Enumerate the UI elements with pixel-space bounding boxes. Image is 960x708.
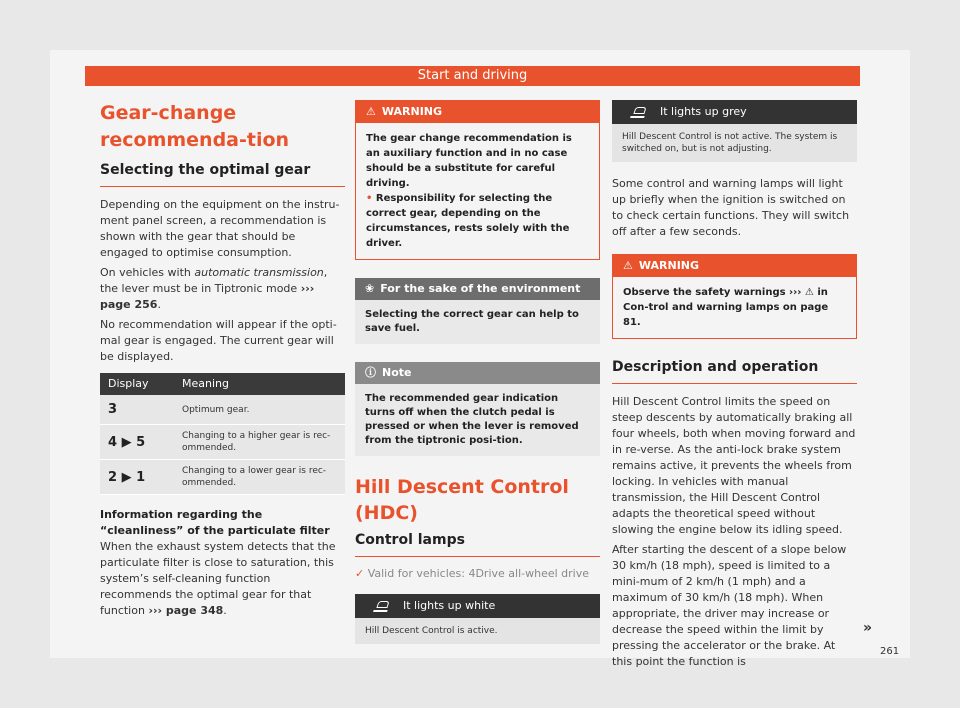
paragraph: After starting the descent of a slope below 30 km/h (18 mph), speed is limited to a mini-mum of 2 km/h (1 mph) and a maximum of 30 km/h (18 mph). When appropriate, the driver may increase or decrease the speed within the limit by pressing the accelerator or the brake. At this point the function is	[612, 543, 847, 668]
environment-box	[355, 278, 600, 344]
page-title: Gear-change recommenda-tion	[100, 102, 290, 151]
warning-body: Observe the safety warnings ››› ⚠ in Con-trol and warning lamps on page 81.	[613, 277, 856, 338]
gear-table	[100, 373, 345, 495]
warning-body	[356, 123, 599, 259]
warning-box	[355, 100, 600, 260]
hdc-title: Hill Descent Control (HDC)	[355, 476, 569, 524]
column-2	[355, 100, 600, 658]
lamp-grey-header	[612, 100, 857, 124]
warning-text: The gear change recommendation is an auxiliary function and in no case should be a substitute for careful driving.	[366, 133, 572, 189]
table-row	[100, 425, 345, 460]
paragraph: When the exhaust system detects that the particulate filter is close to saturation, this system’s self-cleaning function recommends the optimal gear for that function ››› page 348.	[100, 540, 336, 617]
warning-header	[356, 101, 599, 123]
page-link[interactable]: ››› page 256	[100, 282, 315, 311]
warning-bullet	[366, 191, 589, 251]
lamp-label: It lights up white	[403, 599, 496, 612]
lamp-label: It lights up grey	[660, 105, 747, 118]
page-number: 261	[880, 646, 900, 657]
section-header: Start and driving	[85, 66, 860, 86]
lamp-white-header	[355, 594, 600, 618]
hill-descent-icon	[630, 106, 648, 118]
environment-body: Selecting the correct gear can help to save fuel.	[365, 309, 579, 334]
warning-header	[613, 255, 856, 277]
desc-title: Description and operation	[612, 359, 819, 375]
warning-box	[612, 254, 857, 339]
info-icon: ⓘ	[365, 366, 376, 379]
validity-note: ✓ Valid for vehicles: 4Drive all-wheel drive	[355, 567, 589, 580]
paragraph: Hill Descent Control limits the speed on steep descents by automatically braking all four wheels, both when moving forward and in re-verse. As the anti-lock brake system remains active, it prevents the wheels from locking. In vehicles with manual transmission, the Hill Descent Control adapts the theoretical speed without slowing the engine below its idling speed.	[612, 395, 856, 536]
warning-label: WARNING	[381, 105, 443, 118]
gear-display: 3	[108, 402, 118, 417]
table-header	[100, 373, 345, 395]
environment-label: For the sake of the environment	[380, 282, 581, 295]
note-header	[355, 362, 600, 384]
paragraph: No recommendation will appear if the opti-mal gear is engaged. The current gear will be displayed.	[100, 318, 337, 363]
subtitle-wrap	[100, 160, 345, 187]
column-3	[612, 100, 857, 674]
note-body: The recommended gear indication turns off when the clutch pedal is pressed or when the lever is removed from the tiptronic posi-tion.	[365, 393, 579, 446]
warning-label: WARNING	[638, 259, 700, 272]
environment-header	[355, 278, 600, 300]
gear-meaning: Changing to a higher gear is rec-ommended.	[182, 431, 331, 453]
paragraph: Depending on the equipment on the instru-ment panel screen, a recommendation is shown with the gear that should be engaged to optimise consumption.	[100, 198, 340, 259]
hill-descent-icon	[373, 600, 391, 612]
validity-text: Valid for vehicles: 4Drive all-wheel drive	[367, 567, 589, 580]
header-display: Display	[108, 377, 149, 390]
note-box	[355, 362, 600, 456]
paragraph: Some control and warning lamps will light up briefly when the ignition is switched on to check certain functions. They will switch off after a few seconds.	[612, 177, 850, 238]
warning-icon: ⚠	[623, 259, 633, 272]
text: When the exhaust system detects that the particulate filter is close to saturation, this system’s self-cleaning function recommends the optimal gear for that function	[100, 540, 336, 617]
gear-meaning: Changing to a lower gear is rec-ommended.	[182, 466, 327, 488]
hdc-subtitle: Control lamps	[355, 532, 465, 548]
paragraph: On vehicles with automatic transmission, the lever must be in Tiptronic mode ››› page 256.	[100, 266, 328, 311]
note-label: Note	[382, 366, 412, 379]
hdc-subtitle-wrap	[355, 530, 600, 557]
gear-display: 2 ▶ 1	[108, 469, 146, 485]
lamp-white-body: Hill Descent Control is active.	[355, 618, 600, 644]
text: , the lever must be in Tiptronic mode	[100, 266, 328, 295]
table-row	[100, 460, 345, 495]
page-link[interactable]: ››› page 348	[148, 604, 224, 617]
info-title: Information regarding the “cleanliness” of the particulate filter	[100, 508, 330, 537]
gear-display: 4 ▶ 5	[108, 434, 146, 450]
gear-meaning: Optimum gear.	[182, 404, 250, 415]
lamp-grey-body: Hill Descent Control is not active. The system is switched on, but is not adjusting.	[612, 124, 857, 162]
leaf-icon: ❀	[365, 282, 375, 295]
header-meaning: Meaning	[182, 377, 229, 390]
desc-title-wrap	[612, 357, 857, 384]
continue-icon: »	[863, 620, 873, 636]
column-1	[100, 100, 345, 623]
bullet-icon: •	[366, 193, 376, 204]
emphasis: automatic transmission	[194, 266, 324, 279]
text: On vehicles with	[100, 266, 195, 279]
subtitle: Selecting the optimal gear	[100, 162, 311, 178]
table-row	[100, 395, 345, 425]
bullet-text: Responsibility for selecting the correct gear, depending on the circumstances, rests solely with the driver.	[366, 193, 570, 249]
warning-icon: ⚠	[366, 105, 376, 118]
